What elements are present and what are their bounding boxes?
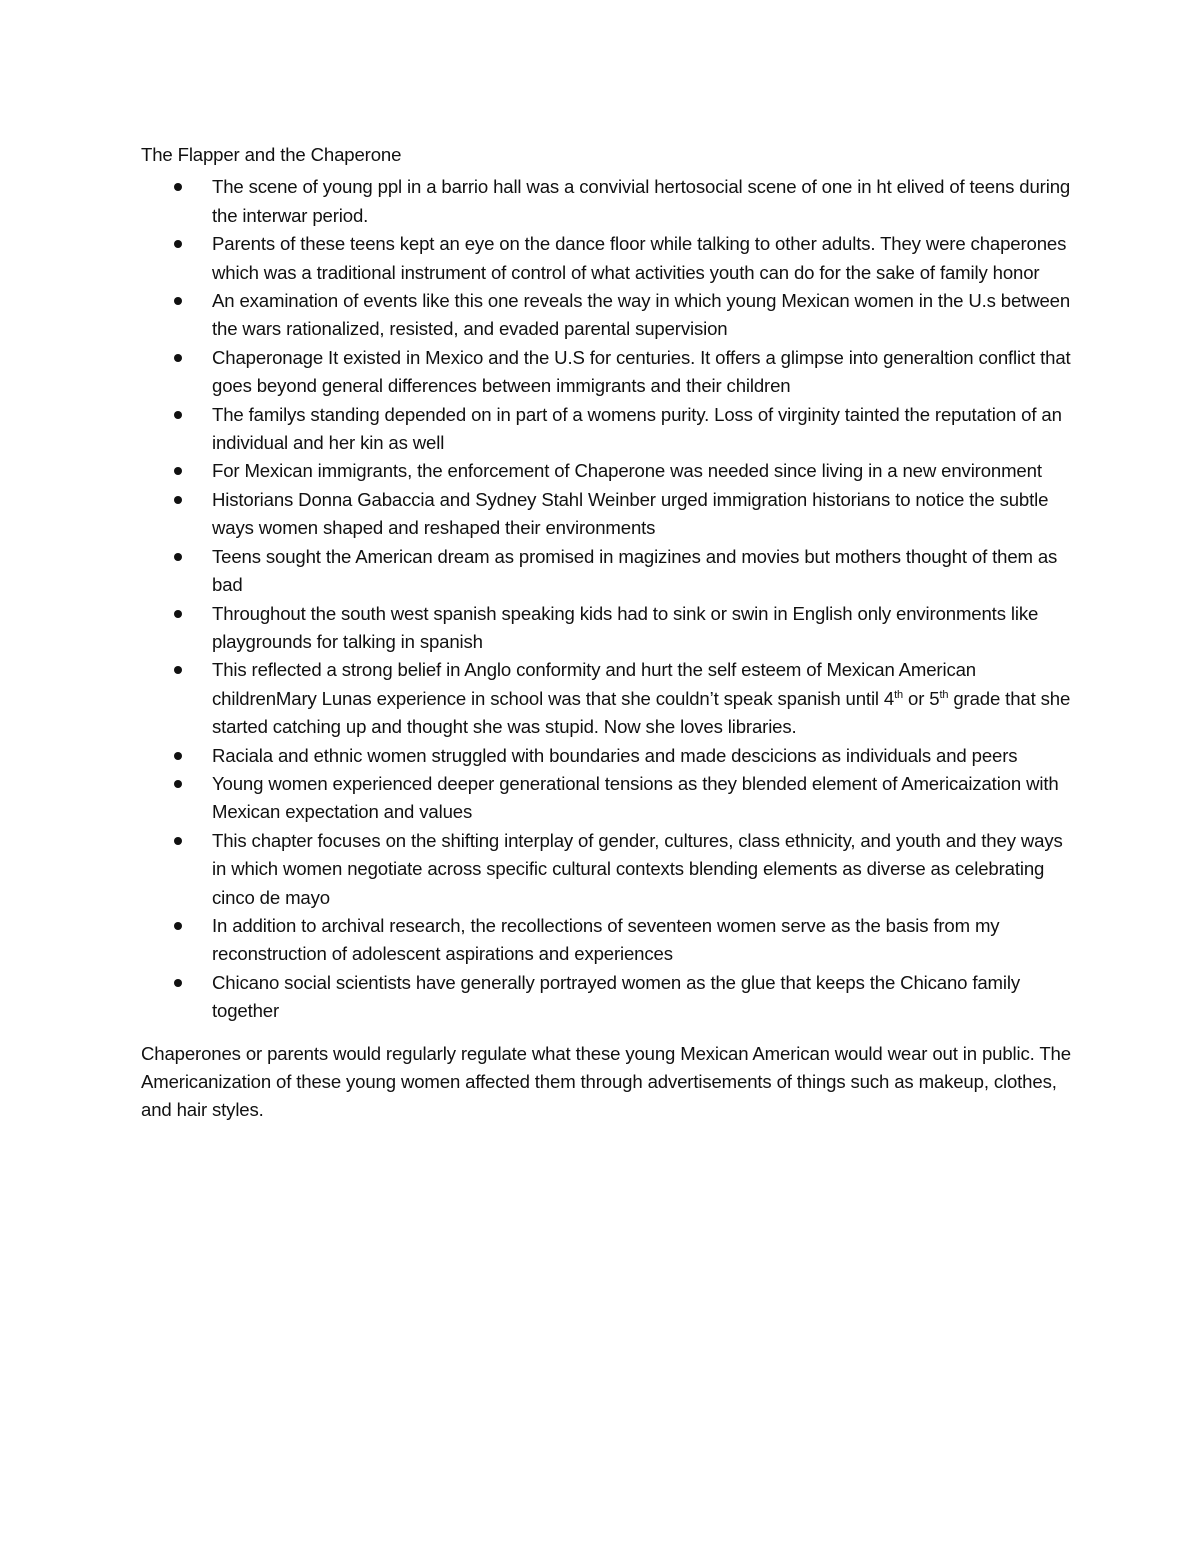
bullet-icon — [174, 411, 182, 419]
bullet-icon — [174, 610, 182, 618]
list-item-text: Teens sought the American dream as promised in magizines and movies but mothers thought of them as bad — [212, 545, 1058, 596]
list-item — [141, 912, 1071, 969]
list-item-text-part: grade that she started catching up and thought she was stupid. Now she loves libraries. — [212, 687, 1071, 738]
bullet-icon — [174, 780, 182, 788]
list-item — [141, 401, 1071, 458]
document-title: The Flapper and the Chaperone — [141, 144, 402, 165]
bullet-icon — [174, 922, 182, 930]
list-item-text: Throughout the south west spanish speaking kids had to sink or swin in English only environments like playgrounds for talking in spanish — [212, 602, 1039, 652]
list-item-text: Chaperonage It existed in Mexico and the U.S for centuries. It offers a glimpse into generaltion conflict that goes beyond general differences between immigrants and their children — [212, 346, 1071, 397]
bullet-icon — [174, 297, 182, 305]
bullet-icon — [174, 240, 182, 248]
list-item-text: This chapter focuses on the shifting interplay of gender, cultures, class ethnicity, and youth and they ways in which women negotiate across specific cultural contexts blending elements as diverse as celebrating cinco de mayo — [212, 829, 1063, 908]
list-item-text: The familys standing depended on in part of a womens purity. Loss of virginity tainted the reputation of an individual and her kin as well — [212, 403, 1062, 454]
closing-paragraph: Chaperones or parents would regularly regulate what these young Mexican American would wear out in public. The Americanization of these young women affected them through advertisements of things such as makeup, clothes, and hair styles. — [141, 1042, 1071, 1121]
document-page — [141, 141, 1071, 1125]
list-item-text: In addition to archival research, the recollections of seventeen women serve as the basis from my reconstruction of adolescent aspirations and experiences — [212, 914, 1000, 965]
list-item — [141, 344, 1071, 401]
list-item-text: Chicano social scientists have generally portrayed women as the glue that keeps the Chicano family together — [212, 971, 1021, 1022]
list-item-text-part: This reflected a strong belief in Anglo conformity and hurt the self esteem of Mexican American childrenMary Lunas experience in school was that she couldn’t speak spanish until 4 — [212, 659, 976, 709]
list-item — [141, 287, 1071, 344]
list-item — [141, 827, 1071, 912]
list-item — [141, 770, 1071, 827]
bullet-icon — [174, 979, 182, 987]
bullet-icon — [174, 467, 182, 475]
list-item-text: Raciala and ethnic women struggled with boundaries and made descicions as individuals and peers — [212, 744, 1018, 766]
list-item-text: For Mexican immigrants, the enforcement of Chaperone was needed since living in a new environment — [212, 460, 1042, 482]
list-item — [141, 543, 1071, 600]
superscript-suffix: th — [939, 688, 949, 701]
list-item-text — [212, 656, 1071, 741]
list-item — [141, 969, 1071, 1026]
list-item — [141, 230, 1071, 287]
list-item — [141, 457, 1071, 485]
list-item-text: Parents of these teens kept an eye on the dance floor while talking to other adults. They were chaperones which was a traditional instrument of control of what activities youth can do for the sake of family honor — [212, 233, 1067, 283]
list-item — [141, 600, 1071, 657]
bullet-icon — [174, 837, 182, 845]
bullet-icon — [174, 553, 182, 561]
bullet-icon — [174, 666, 182, 674]
list-item-text-part: or 5 — [903, 687, 940, 709]
bullet-icon — [174, 354, 182, 362]
list-item — [141, 486, 1071, 543]
superscript-suffix: th — [894, 688, 903, 701]
bullet-list — [141, 173, 1071, 1025]
list-item — [141, 173, 1071, 230]
bullet-icon — [174, 496, 182, 504]
list-item — [141, 656, 1071, 741]
list-item-text: An examination of events like this one reveals the way in which young Mexican women in the U.s between the wars rationalized, resisted, and evaded parental supervision — [212, 290, 1071, 340]
bullet-icon — [174, 183, 182, 191]
list-item-text: Historians Donna Gabaccia and Sydney Stahl Weinber urged immigration historians to notice the subtle ways women shaped and reshaped their environments — [212, 488, 1049, 539]
list-item-text: The scene of young ppl in a barrio hall was a convivial hertosocial scene of one in ht elived of teens during the interwar period. — [212, 176, 1071, 226]
list-item — [141, 742, 1071, 770]
list-item-text: Young women experienced deeper generational tensions as they blended element of Americaization with Mexican expectation and values — [212, 772, 1059, 823]
bullet-icon — [174, 752, 182, 760]
